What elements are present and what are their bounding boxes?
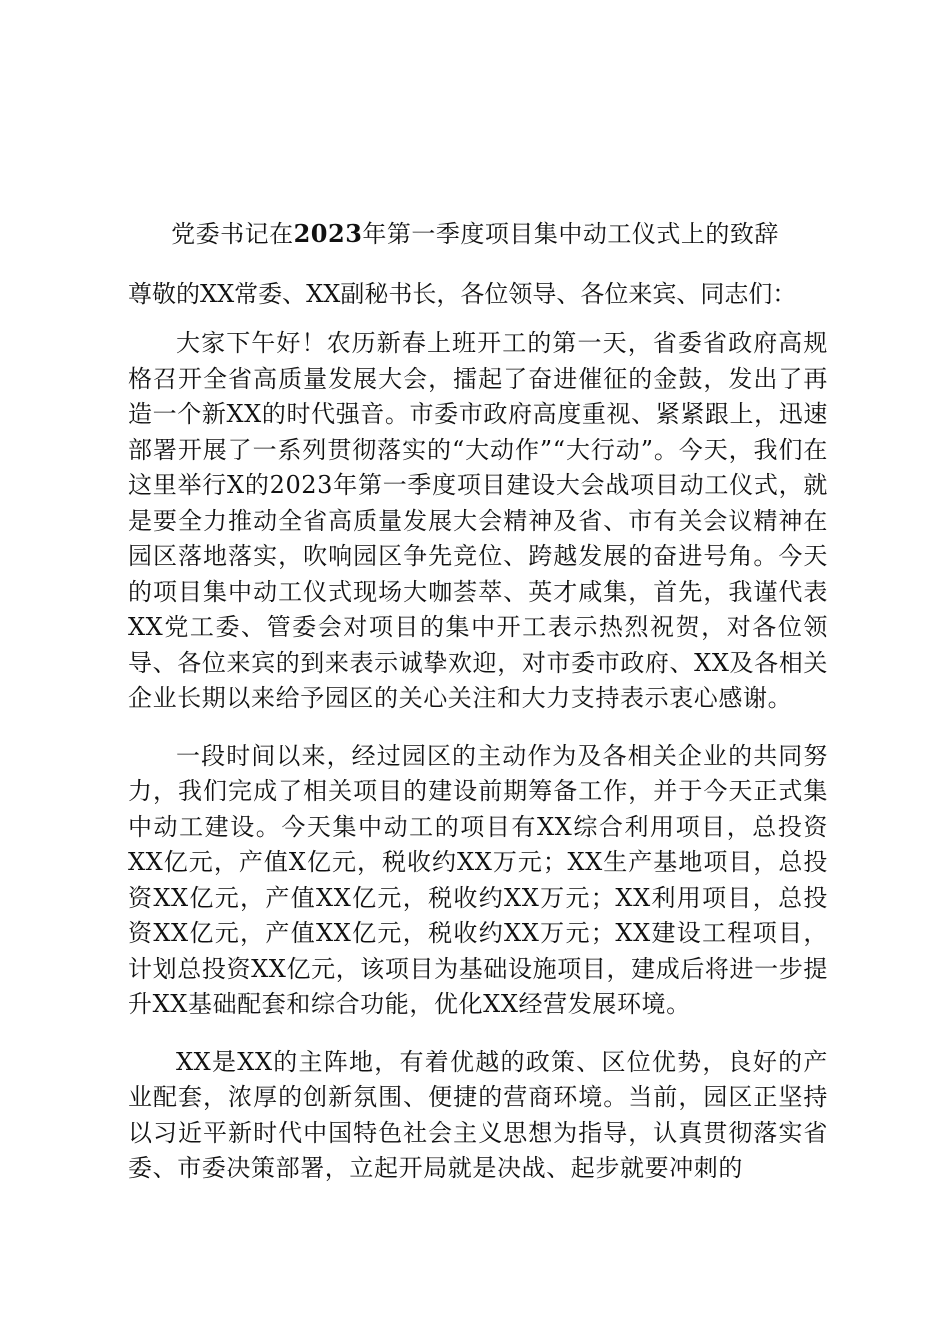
paragraph-projects: 一段时间以来，经过园区的主动作为及各相关企业的共同努力，我们完成了相关项目的建设前期筹备工作，并于今天正式集中动工建设。今天集中动工的项目有XX综合利用项目，总投资XX亿元，产值X亿元，税收约XX万元；XX生产基地项目，总投资XX亿元，产值XX亿元，税收约XX万元；XX利用项目，总投资XX亿元，产值XX亿元，税收约XX万元；XX建设工程项目，计划总投资XX亿元，该项目为基础设施项目，建成后将进一步提升XX基础配套和综合功能，优化XX经营发展环境。 bbox=[128, 741, 828, 1018]
paragraph-advantages: XX是XX的主阵地，有着优越的政策、区位优势，良好的产业配套，浓厚的创新氛围、便捷的营商环境。当前，园区正坚持以习近平新时代中国特色社会主义思想为指导，认真贯彻落实省委、市委决策部署，立起开局就是决战、起步就要冲刺的 bbox=[128, 1047, 828, 1182]
title-year: 2023 bbox=[293, 219, 363, 248]
paragraph-opening: 大家下午好！农历新春上班开工的第一天，省委省政府高规格召开全省高质量发展大会，擂起了奋进催征的金鼓，发出了再造一个新XX的时代强音。市委市政府高度重视、紧紧跟上，迅速部署开展了一系列贯彻落实的“大动作”“大行动”。今天，我们在这里举行X的2023年第一季度项目建设大会战项目动工仪式，就是要全力推动全省高质量发展大会精神及省、市有关会议精神在园区落地落实，吹响园区争先竞位、跨越发展的奋进号角。今天的项目集中动工仪式现场大咖荟萃、英才咸集，首先，我谨代表XX党工委、管委会对项目的集中开工表示热烈祝贺，对各位领导、各位来宾的到来表示诚挚欢迎，对市委市政府、XX及各相关企业长期以来给予园区的关心关注和大力支持表示衷心感谢。 bbox=[128, 329, 828, 712]
title-suffix: 年第一季度项目集中动工仪式上的致辞 bbox=[362, 220, 779, 248]
document-body bbox=[128, 326, 828, 1209]
title-prefix: 党委书记在 bbox=[171, 220, 294, 248]
document-title bbox=[0, 219, 950, 249]
salutation: 尊敬的XX常委、XX副秘书长，各位领导、各位来宾、同志们： bbox=[128, 280, 797, 308]
